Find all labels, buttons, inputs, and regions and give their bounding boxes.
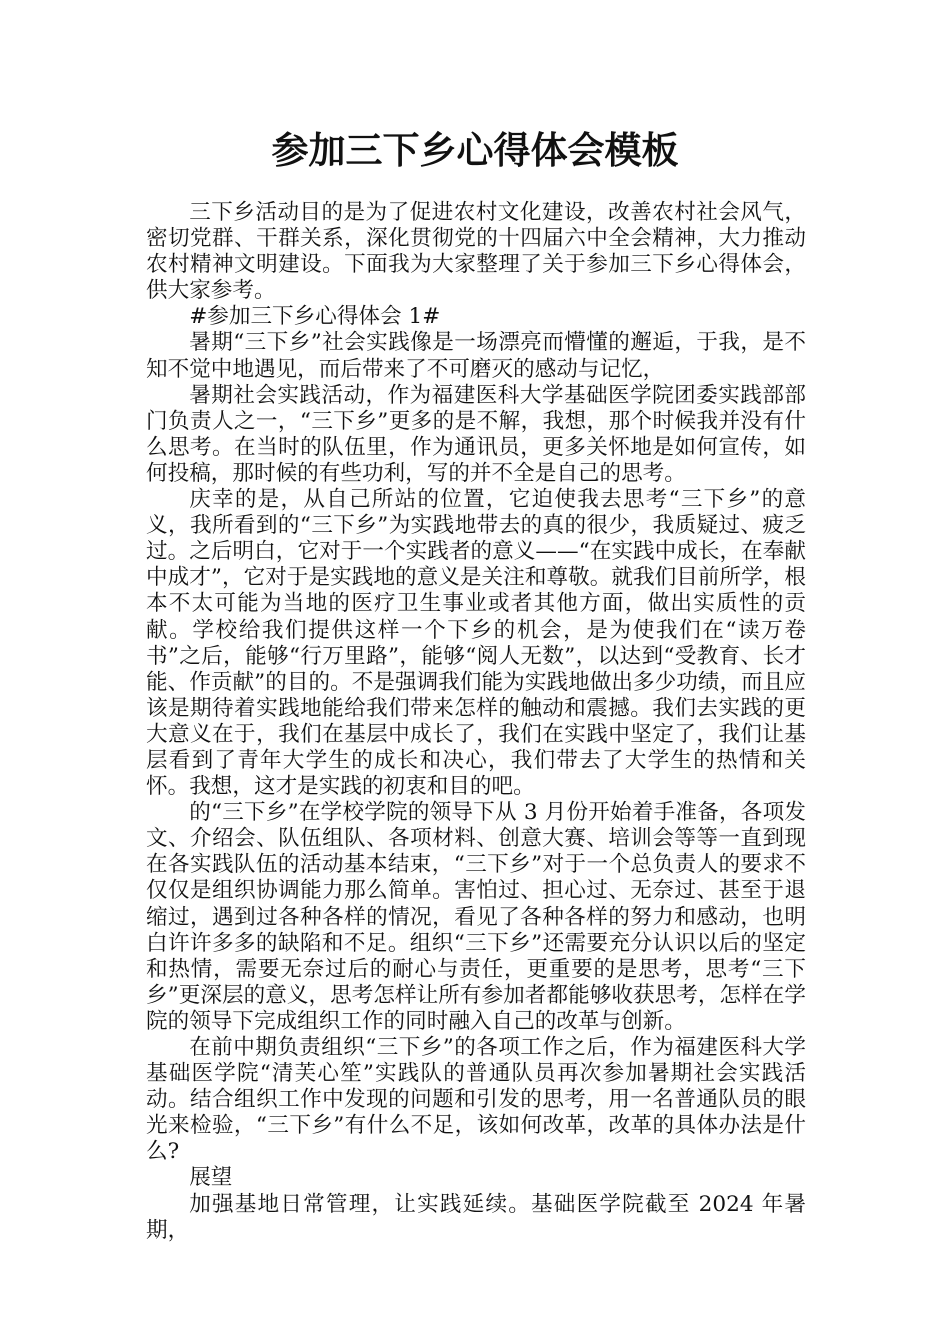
- document-body: [146, 200, 806, 1244]
- paragraph: 暑期社会实践活动，作为福建医科大学基础医学院团委实践部部门负责人之一，“三下乡”更多的是不解，我想，那个时候我并没有什么思考。在当时的队伍里，作为通讯员，更多关怀地是如何宣传，如何投稿，那时候的有些功利，写的并不全是自己的思考。: [146, 382, 806, 486]
- paragraph-intro: 三下乡活动目的是为了促进农村文化建设，改善农村社会风气，密切党群、干群关系，深化贯彻党的十四届六中全会精神，大力推动农村精神文明建设。下面我为大家整理了关于参加三下乡心得体会，供大家参考。: [146, 200, 806, 304]
- paragraph: 暑期“三下乡”社会实践像是一场漂亮而懵懂的邂逅，于我，是不知不觉中地遇见，而后带来了不可磨灭的感动与记忆，: [146, 330, 806, 382]
- paragraph: 庆幸的是，从自己所站的位置，它迫使我去思考“三下乡”的意义，我所看到的“三下乡”为实践地带去的真的很少，我质疑过、疲乏过。之后明白，它对于一个实践者的意义——“在实践中成长，在奉献中成才”，它对于是实践地的意义是关注和尊敬。就我们目前所学，根本不太可能为当地的医疗卫生事业或者其他方面，做出实质性的贡献。学校给我们提供这样一个下乡的机会，是为使我们在“读万卷书”之后，能够“行万里路”，能够“阅人无数”，以达到“受教育、长才能、作贡献”的目的。不是强调我们能为实践地做出多少功绩，而且应该是期待着实践地能给我们带来怎样的触动和震撼。我们去实践的更大意义在于，我们在基层中成长了，我们在实践中坚定了，我们让基层看到了青年大学生的成长和决心，我们带去了大学生的热情和关怀。我想，这才是实践的初衷和目的吧。: [146, 487, 806, 800]
- section-heading-1: #参加三下乡心得体会 1#: [189, 304, 441, 330]
- section-heading-outlook: 展望: [189, 1165, 233, 1191]
- paragraph: 加强基地日常管理，让实践延续。基础医学院截至 2024 年暑期，: [146, 1191, 806, 1243]
- document-title: 参加三下乡心得体会模板: [271, 129, 679, 172]
- paragraph: 在前中期负责组织“三下乡”的各项工作之后，作为福建医科大学基础医学院“清芙心笙”实践队的普通队员再次参加暑期社会实践活动。结合组织工作中发现的问题和引发的思考，用一名普通队员的眼光来检验，“三下乡”有什么不足，该如何改革，改革的具体办法是什么?: [146, 1035, 806, 1165]
- paragraph: 的“三下乡”在学校学院的领导下从 3 月份开始着手准备，各项发文、介绍会、队伍组队、各项材料、创意大赛、培训会等等一直到现在各实践队伍的活动基本结束，“三下乡”对于一个总负责人的要求不仅仅是组织协调能力那么简单。害怕过、担心过、无奈过、甚至于退缩过，遇到过各种各样的情况，看见了各种各样的努力和感动，也明白许许多多的缺陷和不足。组织“三下乡”还需要充分认识以后的坚定和热情，需要无奈过后的耐心与责任，更重要的是思考，思考“三下乡”更深层的意义，思考怎样让所有参加者都能够收获思考，怎样在学院的领导下完成组织工作的同时融入自己的改革与创新。: [146, 800, 806, 1034]
